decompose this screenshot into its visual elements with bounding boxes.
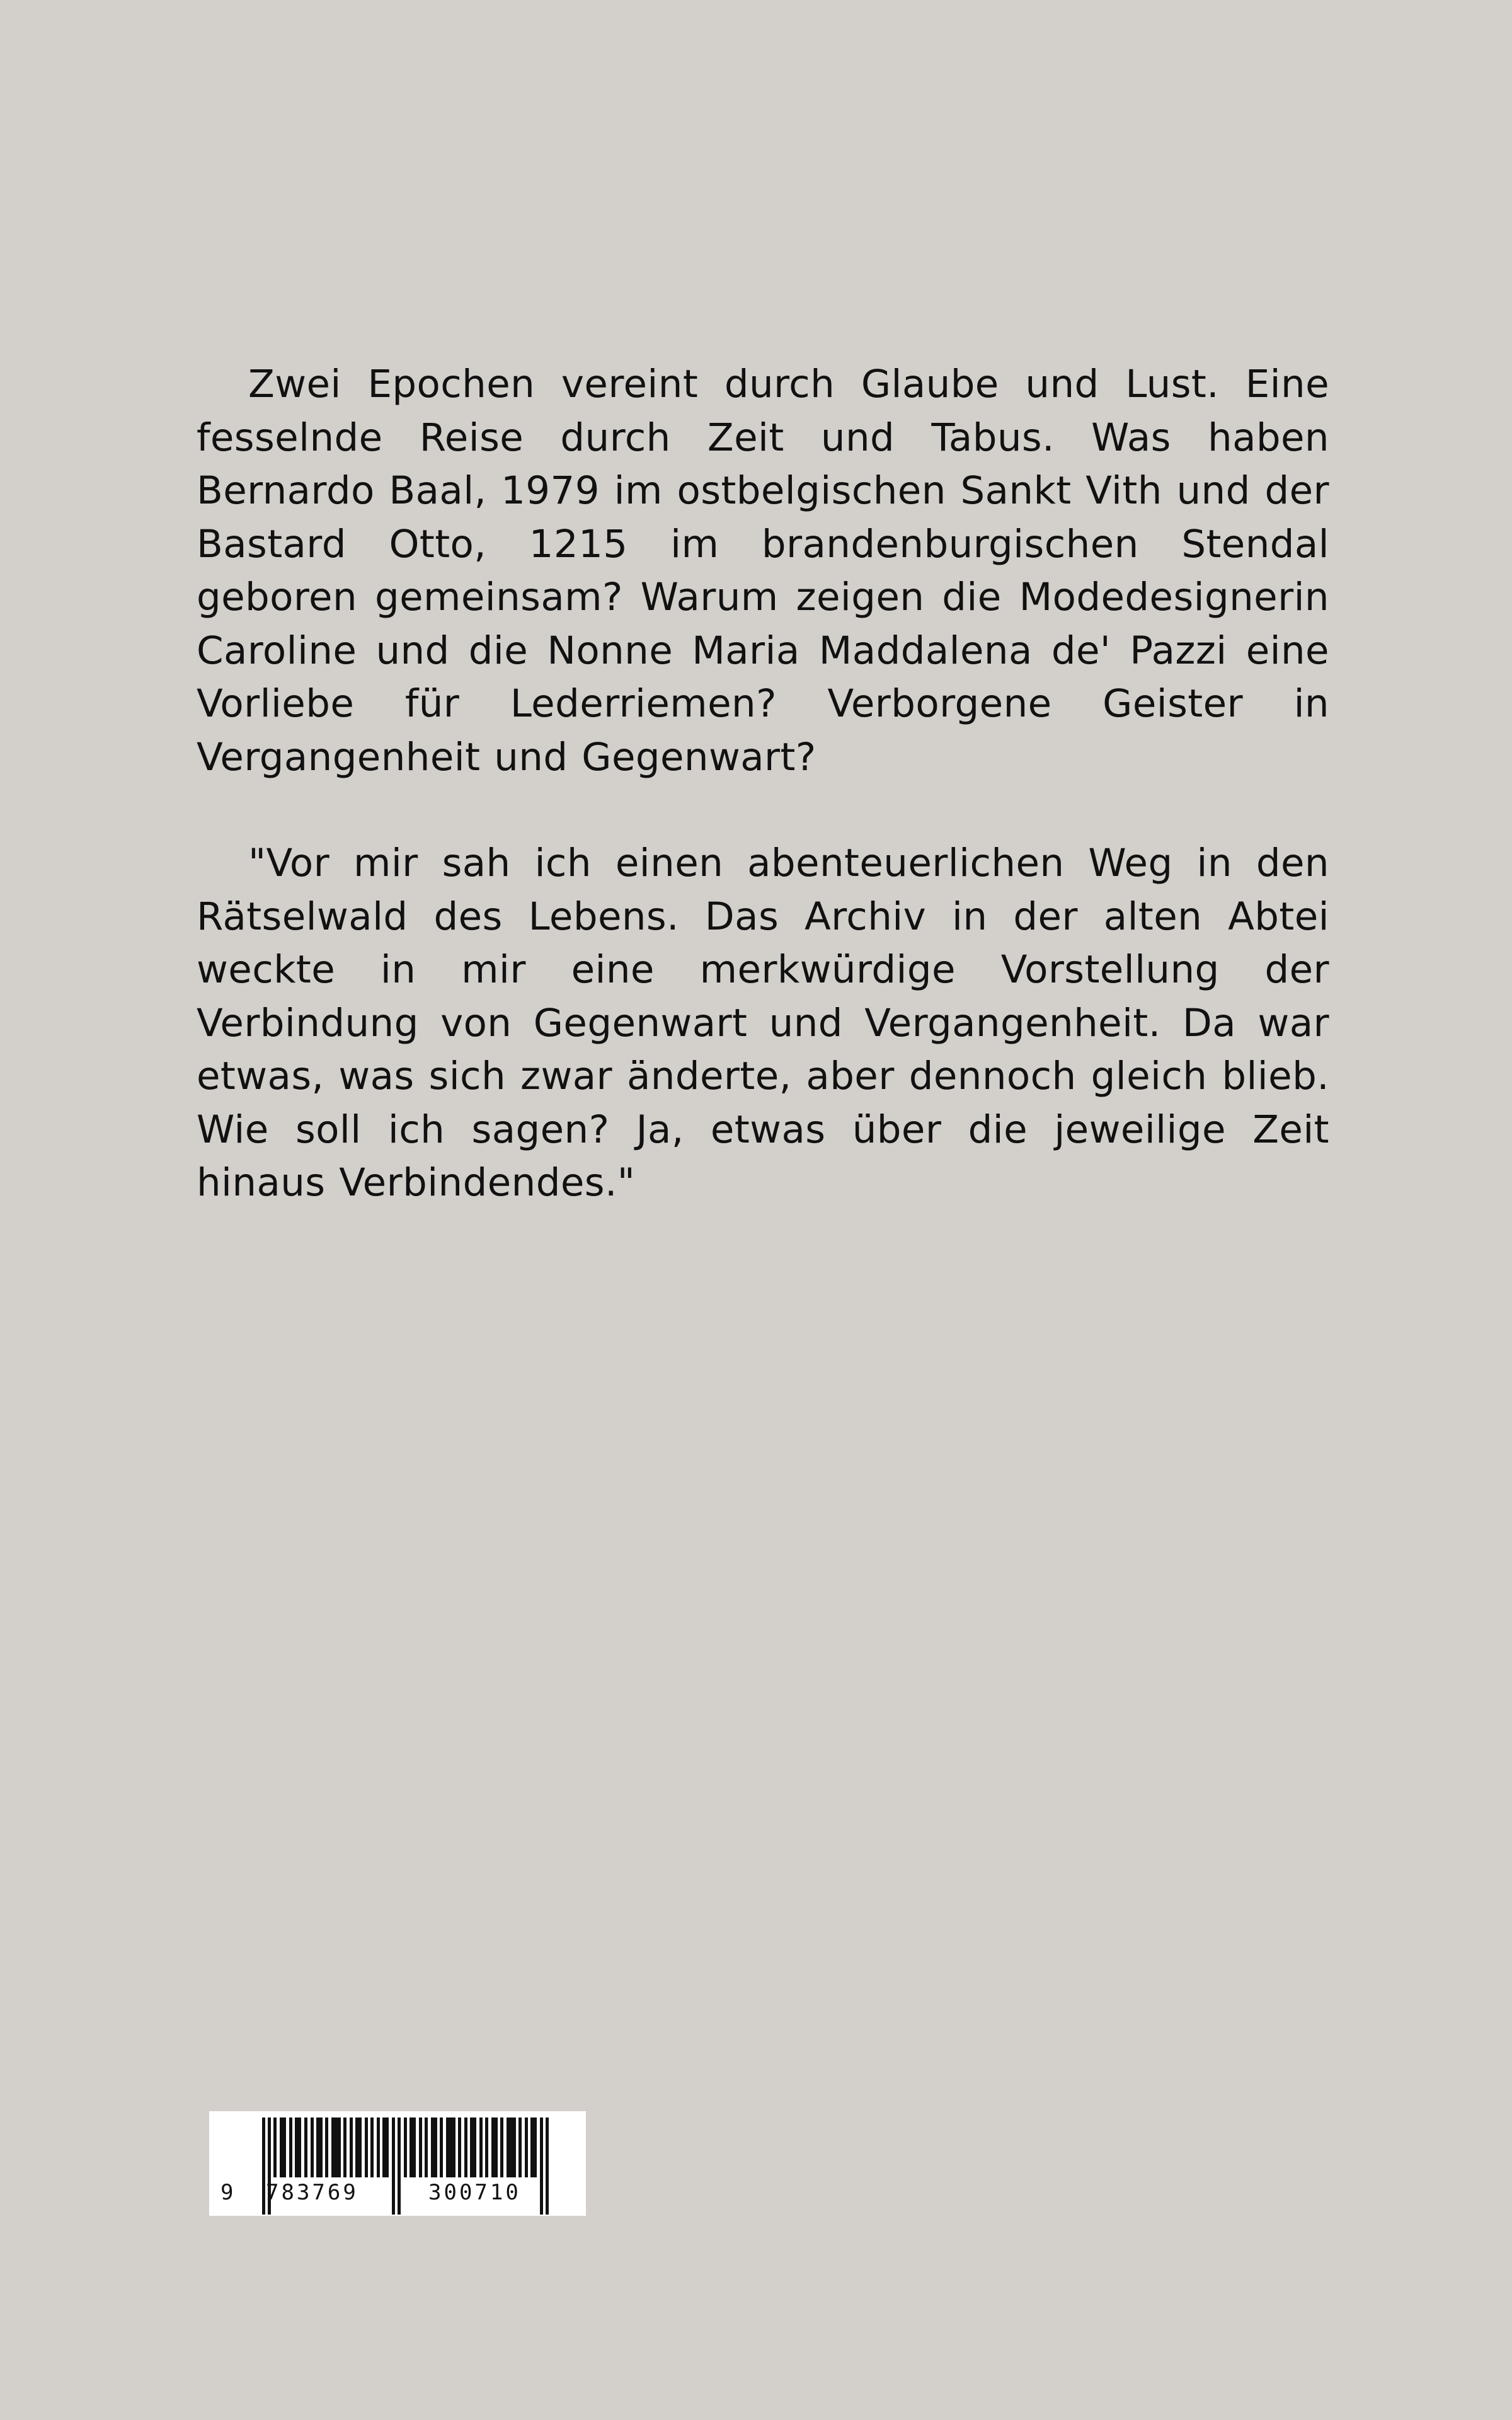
isbn-left-group: 783769 bbox=[266, 2180, 358, 2205]
blurb-paragraph-synopsis: Zwei Epochen vereint durch Glaube und Lust. Eine fesselnde Reise durch Zeit und Tabus. Was haben Bernardo Baal, 1979 im ostbelgischen Sankt Vith und der Bastard Otto, 1215 im brandenburgischen Stendal geboren gemeinsam? Warum zeigen die Modedesignerin Caroline und die Nonne Maria Maddalena de' Pazzi eine Vorliebe für Lederriemen? Verborgene Geister in Vergangenheit und Gegenwart? bbox=[197, 362, 1329, 780]
blurb-text bbox=[197, 358, 1329, 1210]
isbn-barcode bbox=[209, 2111, 586, 2216]
isbn-right-group: 300710 bbox=[428, 2180, 521, 2205]
isbn-first-digit: 9 bbox=[220, 2180, 234, 2205]
blurb-paragraph-quote: "Vor mir sah ich einen abenteuerlichen Weg in den Rätselwald des Lebens. Das Archiv in der alten Abtei weckte in mir eine merkwürdige Vorstellung der Verbindung von Gegenwart und Vergangenheit. Da war etwas, was sich zwar änderte, aber dennoch gleich blieb. Wie soll ich sagen? Ja, etwas über die jeweilige Zeit hinaus Verbindendes." bbox=[197, 841, 1329, 1205]
